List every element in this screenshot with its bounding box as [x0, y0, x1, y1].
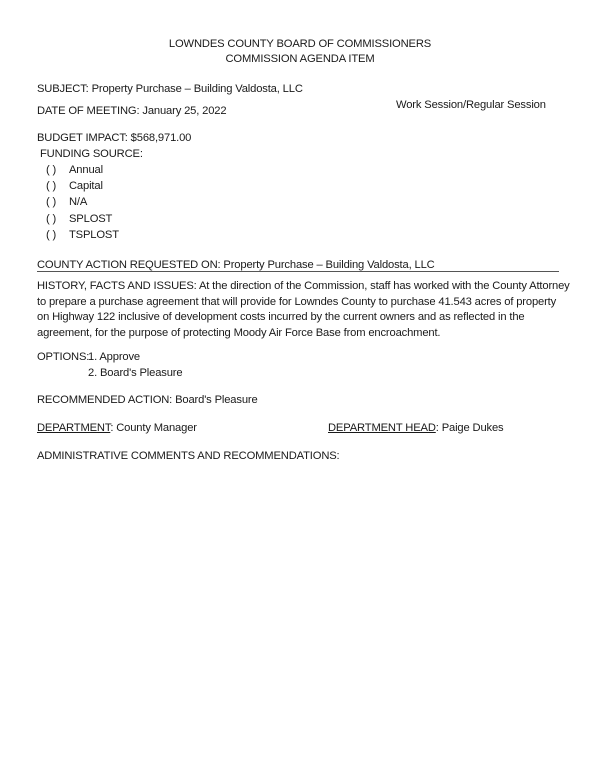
- funding-option-label: Capital: [69, 180, 103, 192]
- history-line: on Highway 122 inclusive of development costs incurred by the current owners and as reflected in the: [37, 311, 525, 324]
- history-facts-issues: [37, 279, 570, 341]
- funding-option-label: SPLOST: [69, 213, 113, 225]
- budget-impact: BUDGET IMPACT: $568,971.00: [37, 132, 192, 144]
- checkbox-mark: ( ): [46, 180, 57, 192]
- funding-option-label: Annual: [69, 164, 103, 176]
- session-type: Work Session/Regular Session: [396, 99, 546, 111]
- options-label: OPTIONS:: [37, 351, 90, 363]
- department-head-value: : Paige Dukes: [435, 422, 504, 434]
- subject-line: SUBJECT: Property Purchase – Building Valdosta, LLC: [37, 83, 303, 95]
- checkbox-mark: ( ): [46, 196, 57, 208]
- department-value: : County Manager: [110, 422, 197, 434]
- county-action-requested: COUNTY ACTION REQUESTED ON: Property Purchase – Building Valdosta, LLC: [37, 259, 435, 271]
- history-line: HISTORY, FACTS AND ISSUES: At the direction of the Commission, staff has worked with the County Attorney: [37, 280, 570, 292]
- recommended-action: RECOMMENDED ACTION: Board's Pleasure: [37, 394, 258, 406]
- funding-option-label: TSPLOST: [69, 229, 119, 241]
- document-subtitle: COMMISSION AGENDA ITEM: [225, 53, 375, 65]
- funding-option-label: N/A: [69, 196, 88, 208]
- department-head: [328, 421, 503, 435]
- department: [37, 421, 197, 435]
- checkbox-mark: ( ): [46, 164, 57, 176]
- date-of-meeting: DATE OF MEETING: January 25, 2022: [37, 105, 227, 117]
- document-title: LOWNDES COUNTY BOARD OF COMMISSIONERS: [168, 38, 432, 50]
- administrative-comments: ADMINISTRATIVE COMMENTS AND RECOMMENDATIONS:: [37, 450, 340, 462]
- section-divider: [37, 271, 559, 272]
- option-item-approve: 1. Approve: [88, 351, 140, 363]
- department-label: DEPARTMENT: [37, 422, 111, 434]
- history-line: agreement, for the purpose of protecting Moody Air Force Base from encroachment.: [37, 326, 441, 339]
- checkbox-mark: ( ): [46, 213, 57, 225]
- option-item-boards-pleasure: 2. Board's Pleasure: [88, 367, 183, 379]
- history-line: to prepare a purchase agreement that will provide for Lowndes County to purchase 41.543 acres of property: [37, 295, 557, 308]
- checkbox-mark: ( ): [46, 229, 57, 241]
- department-head-label: DEPARTMENT HEAD: [328, 422, 436, 434]
- funding-source-label: FUNDING SOURCE:: [40, 148, 143, 160]
